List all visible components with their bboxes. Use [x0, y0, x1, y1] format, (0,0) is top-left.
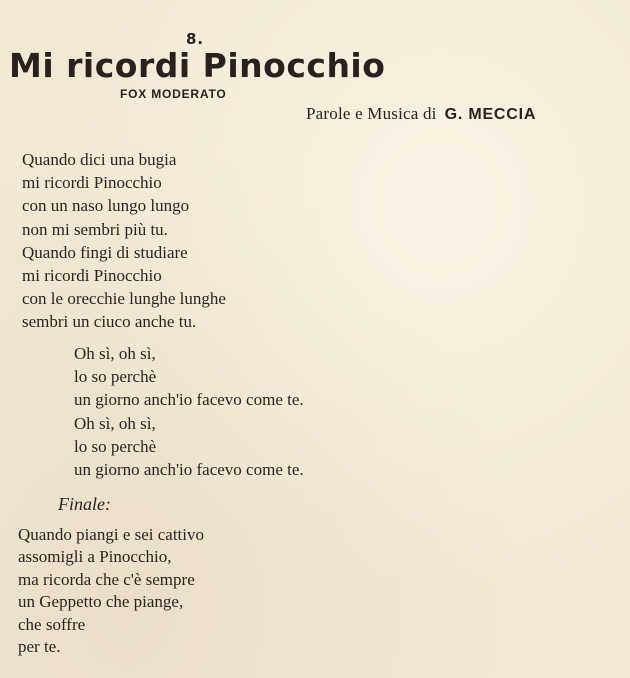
credits-author: G. MECCIA	[444, 106, 537, 123]
lyric-line: Quando piangi e sei cattivo	[18, 525, 205, 544]
finale-label: Finale:	[58, 494, 111, 514]
song-title: Mi ricordi Pinocchio	[9, 46, 386, 85]
lyric-line: Oh sì, oh sì,	[74, 344, 156, 363]
song-number: 8.	[186, 30, 205, 48]
lyric-line: lo so perchè	[74, 367, 157, 387]
lyric-line: non mi sembri più tu.	[22, 219, 168, 239]
credits	[306, 104, 536, 124]
lyric-line: un giorno anch'io facevo come te.	[74, 390, 304, 410]
chorus	[74, 342, 304, 481]
lyric-line: Quando dici una bugia	[22, 150, 177, 169]
lyric-line: mi ricordi Pinocchio	[22, 266, 162, 286]
lyric-line: un giorno anch'io facevo come te.	[74, 460, 304, 480]
lyric-line: Oh sì, oh sì,	[74, 413, 156, 433]
lyric-line: che soffre	[18, 614, 86, 634]
verse-1	[22, 148, 226, 334]
tempo-marking: FOX MODERATO	[120, 87, 227, 101]
lyric-line: con un naso lungo lungo	[22, 196, 190, 216]
credits-prefix: Parole e Musica di	[306, 104, 437, 123]
lyric-line: lo so perchè	[74, 436, 157, 456]
lyric-line: assomigli a Pinocchio,	[18, 547, 172, 567]
finale-stanza	[18, 524, 204, 658]
lyric-line: ma ricorda che c'è sempre	[18, 569, 195, 589]
lyric-line: con le orecchie lunghe lunghe	[22, 289, 226, 309]
lyric-line: sembri un ciuco anche tu.	[22, 312, 197, 332]
lyric-line: mi ricordi Pinocchio	[22, 173, 162, 193]
lyric-line: per te.	[18, 637, 61, 657]
lyric-line: Quando fingi di studiare	[22, 242, 188, 262]
lyric-line: un Geppetto che piange,	[18, 592, 184, 612]
